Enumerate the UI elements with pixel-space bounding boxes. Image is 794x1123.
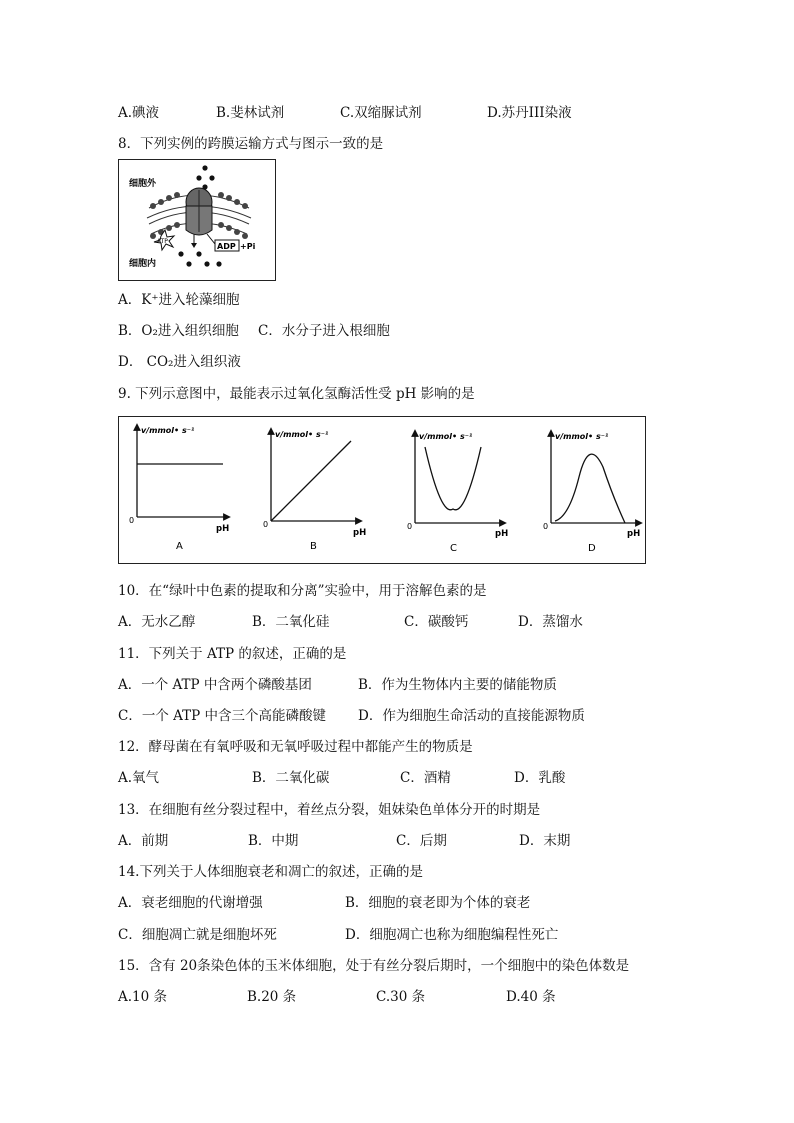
q11-option-d: D．作为细胞生命活动的直接能源物质 — [358, 708, 585, 724]
q7-option-b: B.斐林试剂 — [216, 105, 285, 121]
q9-stem: 9. 下列示意图中，最能表示过氧化氢酶活性受 pH 影响的是 — [118, 386, 475, 402]
graph-b-origin: 0 — [263, 520, 269, 529]
q11-option-b: B．作为生物体内主要的储能物质 — [358, 677, 557, 693]
q10-option-c: C．碳酸钙 — [404, 614, 469, 630]
q8-option-d: D． CO₂进入组织液 — [118, 354, 241, 370]
q14-option-c: C．细胞凋亡就是细胞坏死 — [118, 927, 277, 943]
q14-stem: 14.下列关于人体细胞衰老和凋亡的叙述，正确的是 — [118, 864, 423, 880]
membrane-diagram — [119, 160, 275, 280]
graph-c-xlabel: pH — [495, 529, 509, 539]
graph-a-label: A — [176, 541, 183, 552]
q8-stem: 8．下列实例的跨膜运输方式与图示一致的是 — [118, 136, 384, 152]
q13-stem: 13．在细胞有丝分裂过程中，着丝点分裂，姐妹染色单体分开的时期是 — [118, 802, 541, 818]
q15-option-d: D.40 条 — [506, 989, 556, 1005]
q8-option-a: A．K⁺进入轮藻细胞 — [118, 292, 240, 308]
q11-stem: 11．下列关于 ATP 的叙述，正确的是 — [118, 646, 347, 662]
q15-option-c: C.30 条 — [376, 989, 426, 1005]
q10-option-d: D．蒸馏水 — [518, 614, 583, 630]
q12-option-c: C．酒精 — [400, 770, 451, 786]
q10-stem: 10．在“绿叶中色素的提取和分离”实验中，用于溶解色素的是 — [118, 583, 487, 599]
graph-b-ylabel: v/mmol• s⁻¹ — [275, 430, 329, 439]
q12-stem: 12．酵母菌在有氧呼吸和无氧呼吸过程中都能产生的物质是 — [118, 739, 473, 755]
atp-label: ATP — [157, 238, 168, 245]
q15-option-b: B.20 条 — [247, 989, 297, 1005]
q12-option-b: B．二氧化碳 — [252, 770, 330, 786]
graph-b-label: B — [310, 541, 317, 552]
pi-label: +Pi — [240, 242, 256, 251]
graph-c-ylabel: v/mmol• s⁻¹ — [419, 432, 473, 441]
graph-d — [543, 432, 640, 554]
q13-option-d: D．末期 — [519, 833, 571, 849]
ph-graphs-figure — [118, 416, 646, 564]
graph-c-origin: 0 — [407, 522, 413, 531]
q14-option-a: A．衰老细胞的代谢增强 — [118, 895, 263, 911]
q10-option-a: A．无水乙醇 — [118, 614, 196, 630]
q11-option-a: A．一个 ATP 中含两个磷酸基团 — [118, 677, 312, 693]
graph-c-label: C — [450, 543, 457, 554]
graph-b-xlabel: pH — [353, 528, 367, 538]
q13-option-b: B．中期 — [248, 833, 299, 849]
q13-option-c: C．后期 — [396, 833, 447, 849]
membrane-transport-figure — [118, 159, 276, 281]
q11-option-c: C．一个 ATP 中含三个高能磷酸键 — [118, 708, 327, 724]
graph-b — [263, 430, 366, 552]
q12-option-d: D．乳酸 — [514, 770, 566, 786]
q13-option-a: A．前期 — [118, 833, 169, 849]
q7-option-d: D.苏丹III染液 — [487, 105, 572, 121]
graph-a — [129, 426, 229, 552]
graph-c — [407, 432, 508, 554]
graph-a-origin: 0 — [129, 516, 135, 525]
graph-d-label: D — [588, 543, 596, 554]
graph-a-xlabel: pH — [216, 524, 230, 534]
q14-option-d: D．细胞凋亡也称为细胞编程性死亡 — [345, 927, 559, 943]
q8-option-c: C．水分子进入根细胞 — [258, 323, 390, 339]
graph-d-xlabel: pH — [627, 529, 641, 539]
q10-option-b: B．二氧化硅 — [252, 614, 330, 630]
q7-option-c: C.双缩脲试剂 — [340, 105, 422, 121]
adp-label: ADP — [217, 242, 236, 251]
q12-option-a: A.氧气 — [118, 770, 160, 786]
q15-option-a: A.10 条 — [118, 989, 168, 1005]
q15-stem: 15．含有 20条染色体的玉米体细胞，处于有丝分裂后期时，一个细胞中的染色体数是 — [118, 958, 630, 974]
ph-graphs — [119, 417, 645, 563]
outside-label: 细胞外 — [129, 179, 157, 189]
q7-option-a: A.碘液 — [118, 105, 160, 121]
graph-d-ylabel: v/mmol• s⁻¹ — [555, 432, 609, 441]
inside-label: 细胞内 — [129, 259, 157, 269]
q8-option-b: B．O₂进入组织细胞 — [118, 323, 239, 339]
q14-option-b: B．细胞的衰老即为个体的衰老 — [345, 895, 531, 911]
graph-d-origin: 0 — [543, 522, 549, 531]
graph-a-ylabel: v/mmol• s⁻¹ — [141, 426, 195, 435]
